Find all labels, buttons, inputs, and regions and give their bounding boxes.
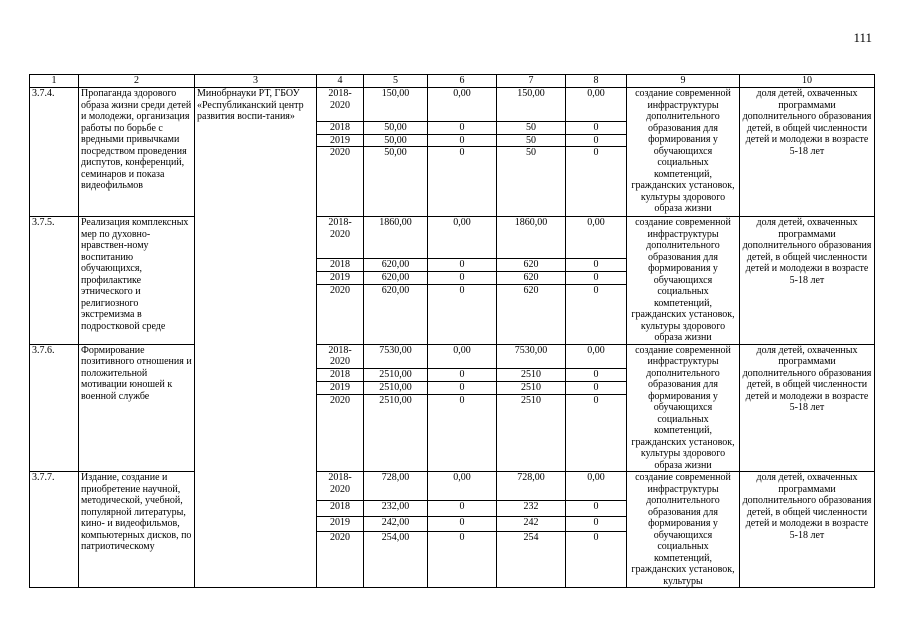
column-number: 7 (497, 75, 566, 88)
other-amount: 0 (566, 516, 627, 531)
republic-amount: 50 (497, 122, 566, 135)
republic-amount: 7530,00 (497, 344, 566, 369)
program-activities-table (29, 74, 875, 588)
other-amount: 0 (566, 531, 627, 587)
republic-amount: 620 (497, 272, 566, 285)
other-amount: 0,00 (566, 88, 627, 122)
federal-amount: 0 (428, 272, 497, 285)
other-amount: 0 (566, 134, 627, 147)
federal-amount: 0 (428, 531, 497, 587)
activity-code: 3.7.6. (30, 344, 79, 472)
total-amount: 1860,00 (364, 217, 428, 259)
column-number: 8 (566, 75, 627, 88)
period: 2018-2020 (317, 472, 364, 501)
federal-amount: 0 (428, 382, 497, 395)
activity-code: 3.7.4. (30, 88, 79, 217)
column-number: 5 (364, 75, 428, 88)
republic-amount: 242 (497, 516, 566, 531)
column-number: 1 (30, 75, 79, 88)
executor: Минобрнауки РТ, ГБОУ «Республиканский центр развития воспи-тания» (195, 88, 317, 588)
total-amount: 242,00 (364, 516, 428, 531)
period: 2019 (317, 272, 364, 285)
federal-amount: 0 (428, 147, 497, 217)
federal-amount: 0 (428, 259, 497, 272)
expected-result: создание современной инфраструктуры дополнительного образования для формирования у обучающихся социальных компетенций, гражданских установок, культуры здорового образа жизни (627, 217, 740, 345)
federal-amount: 0 (428, 122, 497, 135)
expected-result: создание современной инфраструктуры дополнительного образования для формирования у обучающихся социальных компетенций, гражданских установок, культуры (627, 472, 740, 588)
other-amount: 0 (566, 285, 627, 344)
other-amount: 0 (566, 147, 627, 217)
column-number: 10 (740, 75, 875, 88)
total-amount: 2510,00 (364, 395, 428, 472)
period: 2018-2020 (317, 88, 364, 122)
total-amount: 254,00 (364, 531, 428, 587)
period: 2020 (317, 395, 364, 472)
period: 2019 (317, 516, 364, 531)
other-amount: 0,00 (566, 344, 627, 369)
column-number: 4 (317, 75, 364, 88)
total-amount: 2510,00 (364, 382, 428, 395)
table-row (30, 217, 875, 259)
republic-amount: 728,00 (497, 472, 566, 501)
republic-amount: 254 (497, 531, 566, 587)
activity-code: 3.7.7. (30, 472, 79, 588)
total-amount: 620,00 (364, 272, 428, 285)
table-row (30, 472, 875, 501)
period: 2018 (317, 122, 364, 135)
republic-amount: 620 (497, 285, 566, 344)
total-amount: 620,00 (364, 259, 428, 272)
other-amount: 0 (566, 501, 627, 516)
republic-amount: 2510 (497, 395, 566, 472)
republic-amount: 150,00 (497, 88, 566, 122)
total-amount: 50,00 (364, 134, 428, 147)
activity-title: Пропаганда здорового образа жизни среди детей и молодежи, организация работы по борьбе с вредными привычками посредством проведения диспутов, конференций, семинаров и показа видеофильмов (79, 88, 195, 217)
table-row (30, 344, 875, 369)
period: 2020 (317, 285, 364, 344)
other-amount: 0 (566, 259, 627, 272)
total-amount: 2510,00 (364, 369, 428, 382)
column-number: 2 (79, 75, 195, 88)
activity-title: Формирование позитивного отношения и положительной мотивации юношей к военной службе (79, 344, 195, 472)
total-amount: 728,00 (364, 472, 428, 501)
republic-amount: 2510 (497, 382, 566, 395)
republic-amount: 2510 (497, 369, 566, 382)
activity-title: Реализация комплексных мер по духовно-нравствен-ному воспитанию обучающихся, профилактике этнического и религиозного экстремизма в подростковой среде (79, 217, 195, 345)
indicator: доля детей, охваченных программами дополнительного образования детей, в общей численности детей и молодежи в возрасте 5-18 лет (740, 88, 875, 217)
column-number: 9 (627, 75, 740, 88)
total-amount: 50,00 (364, 122, 428, 135)
federal-amount: 0 (428, 369, 497, 382)
column-number: 3 (195, 75, 317, 88)
federal-amount: 0,00 (428, 472, 497, 501)
total-amount: 232,00 (364, 501, 428, 516)
other-amount: 0 (566, 369, 627, 382)
expected-result: создание современной инфраструктуры дополнительного образования для формирования у обучающихся социальных компетенций, гражданских установок, культуры здорового образа жизни (627, 344, 740, 472)
other-amount: 0 (566, 382, 627, 395)
table-header-row (30, 75, 875, 88)
federal-amount: 0,00 (428, 344, 497, 369)
republic-amount: 232 (497, 501, 566, 516)
federal-amount: 0 (428, 501, 497, 516)
period: 2018-2020 (317, 217, 364, 259)
period: 2018 (317, 501, 364, 516)
period: 2018 (317, 259, 364, 272)
other-amount: 0 (566, 272, 627, 285)
total-amount: 50,00 (364, 147, 428, 217)
federal-amount: 0,00 (428, 217, 497, 259)
federal-amount: 0 (428, 395, 497, 472)
federal-amount: 0 (428, 285, 497, 344)
page-number: 111 (853, 30, 872, 45)
period: 2018-2020 (317, 344, 364, 369)
column-number: 6 (428, 75, 497, 88)
indicator: доля детей, охваченных программами дополнительного образования детей, в общей численности детей и молодежи в возрасте 5-18 лет (740, 344, 875, 472)
period: 2020 (317, 531, 364, 587)
total-amount: 620,00 (364, 285, 428, 344)
republic-amount: 50 (497, 134, 566, 147)
other-amount: 0 (566, 122, 627, 135)
table-row (30, 88, 875, 122)
expected-result: создание современной инфраструктуры дополнительного образования для формирования у обучающихся социальных компетенций, гражданских установок, культуры здорового образа жизни (627, 88, 740, 217)
total-amount: 7530,00 (364, 344, 428, 369)
other-amount: 0,00 (566, 217, 627, 259)
activity-code: 3.7.5. (30, 217, 79, 345)
indicator: доля детей, охваченных программами дополнительного образования детей, в общей численности детей и молодежи в возрасте 5-18 лет (740, 217, 875, 345)
federal-amount: 0 (428, 516, 497, 531)
period: 2019 (317, 382, 364, 395)
period: 2018 (317, 369, 364, 382)
federal-amount: 0 (428, 134, 497, 147)
republic-amount: 620 (497, 259, 566, 272)
republic-amount: 50 (497, 147, 566, 217)
total-amount: 150,00 (364, 88, 428, 122)
other-amount: 0 (566, 395, 627, 472)
activity-title: Издание, создание и приобретение научной, методической, учебной, популярной литературы, кино- и видеофильмов, компьютерных дисков, по патриотическому (79, 472, 195, 588)
period: 2019 (317, 134, 364, 147)
period: 2020 (317, 147, 364, 217)
other-amount: 0,00 (566, 472, 627, 501)
republic-amount: 1860,00 (497, 217, 566, 259)
federal-amount: 0,00 (428, 88, 497, 122)
indicator: доля детей, охваченных программами дополнительного образования детей, в общей численности детей и молодежи в возрасте 5-18 лет (740, 472, 875, 588)
